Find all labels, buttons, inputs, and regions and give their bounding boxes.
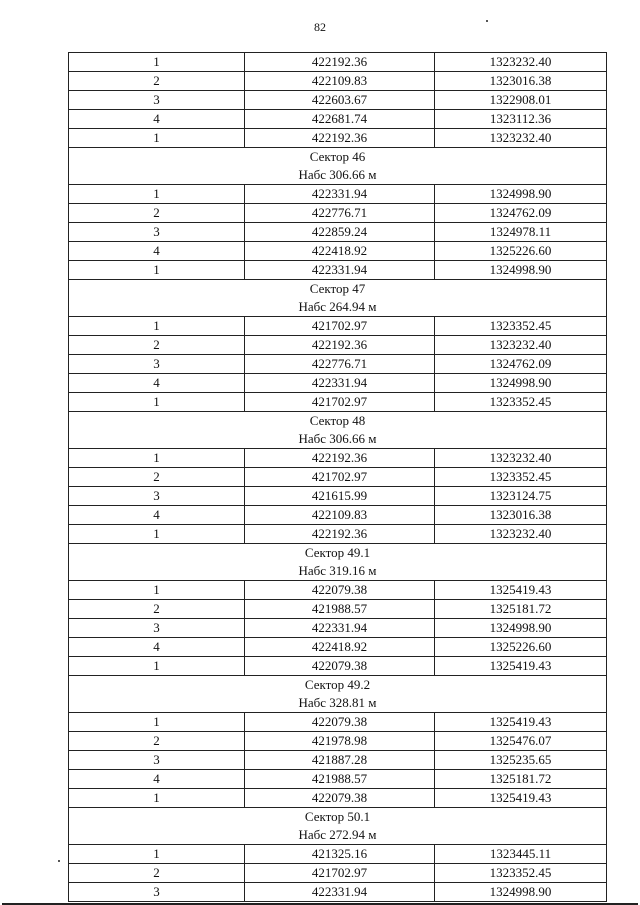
point-number-cell: 1 bbox=[69, 713, 245, 732]
x-coordinate-cell: 422776.71 bbox=[245, 355, 435, 374]
point-number-cell: 1 bbox=[69, 845, 245, 864]
table-row bbox=[69, 638, 607, 657]
y-coordinate-cell: 1323232.40 bbox=[435, 53, 607, 72]
point-number-cell: 1 bbox=[69, 449, 245, 468]
x-coordinate-cell: 422331.94 bbox=[245, 261, 435, 280]
point-number-cell: 1 bbox=[69, 789, 245, 808]
x-coordinate-cell: 422109.83 bbox=[245, 72, 435, 91]
table-row bbox=[69, 393, 607, 412]
table-row bbox=[69, 864, 607, 883]
point-number-cell: 4 bbox=[69, 374, 245, 393]
y-coordinate-cell: 1323232.40 bbox=[435, 129, 607, 148]
point-number-cell: 3 bbox=[69, 91, 245, 110]
point-number-cell: 2 bbox=[69, 864, 245, 883]
point-number-cell: 3 bbox=[69, 355, 245, 374]
x-coordinate-cell: 422079.38 bbox=[245, 657, 435, 676]
sector-name: Сектор 50.1 bbox=[69, 808, 607, 827]
table-row bbox=[69, 751, 607, 770]
table-row bbox=[69, 845, 607, 864]
table-row bbox=[69, 619, 607, 638]
table-row bbox=[69, 204, 607, 223]
x-coordinate-cell: 422192.36 bbox=[245, 129, 435, 148]
point-number-cell: 2 bbox=[69, 72, 245, 91]
y-coordinate-cell: 1323352.45 bbox=[435, 864, 607, 883]
table-row bbox=[69, 53, 607, 72]
table-row bbox=[69, 355, 607, 374]
table-row bbox=[69, 317, 607, 336]
y-coordinate-cell: 1323124.75 bbox=[435, 487, 607, 506]
x-coordinate-cell: 421325.16 bbox=[245, 845, 435, 864]
sector-height-row bbox=[69, 826, 607, 845]
sector-title-row bbox=[69, 676, 607, 695]
y-coordinate-cell: 1323445.11 bbox=[435, 845, 607, 864]
sector-height: Набс 319.16 м bbox=[69, 562, 607, 581]
y-coordinate-cell: 1323016.38 bbox=[435, 506, 607, 525]
y-coordinate-cell: 1325476.07 bbox=[435, 732, 607, 751]
sector-title-row bbox=[69, 412, 607, 431]
table-row bbox=[69, 581, 607, 600]
table-row bbox=[69, 129, 607, 148]
sector-name: Сектор 46 bbox=[69, 148, 607, 167]
table-row bbox=[69, 657, 607, 676]
y-coordinate-cell: 1325419.43 bbox=[435, 713, 607, 732]
point-number-cell: 4 bbox=[69, 242, 245, 261]
sector-height: Набс 264.94 м bbox=[69, 298, 607, 317]
x-coordinate-cell: 421887.28 bbox=[245, 751, 435, 770]
x-coordinate-cell: 422418.92 bbox=[245, 242, 435, 261]
x-coordinate-cell: 422192.36 bbox=[245, 53, 435, 72]
point-number-cell: 1 bbox=[69, 129, 245, 148]
x-coordinate-cell: 422192.36 bbox=[245, 336, 435, 355]
y-coordinate-cell: 1325419.43 bbox=[435, 657, 607, 676]
x-coordinate-cell: 422109.83 bbox=[245, 506, 435, 525]
scan-speck bbox=[58, 860, 60, 862]
x-coordinate-cell: 422331.94 bbox=[245, 374, 435, 393]
y-coordinate-cell: 1324998.90 bbox=[435, 619, 607, 638]
table-row bbox=[69, 770, 607, 789]
point-number-cell: 3 bbox=[69, 883, 245, 902]
x-coordinate-cell: 422776.71 bbox=[245, 204, 435, 223]
table-row bbox=[69, 468, 607, 487]
x-coordinate-cell: 421988.57 bbox=[245, 600, 435, 619]
coordinates-table bbox=[68, 52, 607, 902]
x-coordinate-cell: 421702.97 bbox=[245, 393, 435, 412]
point-number-cell: 1 bbox=[69, 525, 245, 544]
y-coordinate-cell: 1324762.09 bbox=[435, 204, 607, 223]
x-coordinate-cell: 422192.36 bbox=[245, 449, 435, 468]
sector-height-row bbox=[69, 562, 607, 581]
point-number-cell: 4 bbox=[69, 110, 245, 129]
table-row bbox=[69, 91, 607, 110]
point-number-cell: 1 bbox=[69, 657, 245, 676]
table-row bbox=[69, 242, 607, 261]
sector-height-row bbox=[69, 298, 607, 317]
x-coordinate-cell: 421702.97 bbox=[245, 317, 435, 336]
y-coordinate-cell: 1323232.40 bbox=[435, 336, 607, 355]
y-coordinate-cell: 1325226.60 bbox=[435, 638, 607, 657]
point-number-cell: 1 bbox=[69, 261, 245, 280]
point-number-cell: 3 bbox=[69, 223, 245, 242]
x-coordinate-cell: 422331.94 bbox=[245, 619, 435, 638]
table-row bbox=[69, 449, 607, 468]
sector-name: Сектор 49.1 bbox=[69, 544, 607, 563]
sector-height-row bbox=[69, 694, 607, 713]
sector-height: Набс 306.66 м bbox=[69, 166, 607, 185]
y-coordinate-cell: 1323352.45 bbox=[435, 468, 607, 487]
point-number-cell: 4 bbox=[69, 770, 245, 789]
sector-height: Набс 272.94 м bbox=[69, 826, 607, 845]
y-coordinate-cell: 1324998.90 bbox=[435, 185, 607, 204]
table-row bbox=[69, 525, 607, 544]
point-number-cell: 3 bbox=[69, 619, 245, 638]
point-number-cell: 1 bbox=[69, 53, 245, 72]
y-coordinate-cell: 1325181.72 bbox=[435, 600, 607, 619]
point-number-cell: 2 bbox=[69, 600, 245, 619]
table-row bbox=[69, 185, 607, 204]
sector-height-row bbox=[69, 430, 607, 449]
y-coordinate-cell: 1323112.36 bbox=[435, 110, 607, 129]
sector-title-row bbox=[69, 148, 607, 167]
point-number-cell: 4 bbox=[69, 506, 245, 525]
x-coordinate-cell: 422079.38 bbox=[245, 713, 435, 732]
y-coordinate-cell: 1325419.43 bbox=[435, 789, 607, 808]
y-coordinate-cell: 1323352.45 bbox=[435, 393, 607, 412]
sector-name: Сектор 47 bbox=[69, 280, 607, 299]
x-coordinate-cell: 421702.97 bbox=[245, 864, 435, 883]
table-row bbox=[69, 336, 607, 355]
point-number-cell: 1 bbox=[69, 393, 245, 412]
y-coordinate-cell: 1323232.40 bbox=[435, 449, 607, 468]
y-coordinate-cell: 1323232.40 bbox=[435, 525, 607, 544]
y-coordinate-cell: 1324998.90 bbox=[435, 374, 607, 393]
point-number-cell: 3 bbox=[69, 487, 245, 506]
x-coordinate-cell: 421988.57 bbox=[245, 770, 435, 789]
table-row bbox=[69, 713, 607, 732]
sector-name: Сектор 48 bbox=[69, 412, 607, 431]
y-coordinate-cell: 1325235.65 bbox=[435, 751, 607, 770]
table-row bbox=[69, 789, 607, 808]
y-coordinate-cell: 1322908.01 bbox=[435, 91, 607, 110]
sector-height: Набс 328.81 м bbox=[69, 694, 607, 713]
table-row bbox=[69, 110, 607, 129]
x-coordinate-cell: 422331.94 bbox=[245, 185, 435, 204]
point-number-cell: 1 bbox=[69, 581, 245, 600]
point-number-cell: 1 bbox=[69, 317, 245, 336]
scan-speck bbox=[486, 20, 488, 22]
x-coordinate-cell: 422079.38 bbox=[245, 581, 435, 600]
x-coordinate-cell: 421978.98 bbox=[245, 732, 435, 751]
table-row bbox=[69, 374, 607, 393]
y-coordinate-cell: 1323352.45 bbox=[435, 317, 607, 336]
page-number: 82 bbox=[314, 20, 326, 34]
sector-title-row bbox=[69, 544, 607, 563]
x-coordinate-cell: 421702.97 bbox=[245, 468, 435, 487]
point-number-cell: 3 bbox=[69, 751, 245, 770]
sector-title-row bbox=[69, 808, 607, 827]
table-row bbox=[69, 600, 607, 619]
table-row bbox=[69, 506, 607, 525]
table-row bbox=[69, 883, 607, 902]
sector-title-row bbox=[69, 280, 607, 299]
point-number-cell: 4 bbox=[69, 638, 245, 657]
x-coordinate-cell: 421615.99 bbox=[245, 487, 435, 506]
x-coordinate-cell: 422603.67 bbox=[245, 91, 435, 110]
table-row bbox=[69, 732, 607, 751]
table-row bbox=[69, 487, 607, 506]
x-coordinate-cell: 422192.36 bbox=[245, 525, 435, 544]
y-coordinate-cell: 1325419.43 bbox=[435, 581, 607, 600]
point-number-cell: 2 bbox=[69, 336, 245, 355]
y-coordinate-cell: 1324998.90 bbox=[435, 261, 607, 280]
x-coordinate-cell: 422859.24 bbox=[245, 223, 435, 242]
sector-height-row bbox=[69, 166, 607, 185]
y-coordinate-cell: 1325226.60 bbox=[435, 242, 607, 261]
x-coordinate-cell: 422418.92 bbox=[245, 638, 435, 657]
y-coordinate-cell: 1323016.38 bbox=[435, 72, 607, 91]
table-row bbox=[69, 223, 607, 242]
y-coordinate-cell: 1325181.72 bbox=[435, 770, 607, 789]
sector-height: Набс 306.66 м bbox=[69, 430, 607, 449]
point-number-cell: 2 bbox=[69, 204, 245, 223]
y-coordinate-cell: 1324978.11 bbox=[435, 223, 607, 242]
point-number-cell: 2 bbox=[69, 732, 245, 751]
table-row bbox=[69, 72, 607, 91]
table-row bbox=[69, 261, 607, 280]
y-coordinate-cell: 1324998.90 bbox=[435, 883, 607, 902]
x-coordinate-cell: 422079.38 bbox=[245, 789, 435, 808]
x-coordinate-cell: 422681.74 bbox=[245, 110, 435, 129]
sector-name: Сектор 49.2 bbox=[69, 676, 607, 695]
point-number-cell: 1 bbox=[69, 185, 245, 204]
y-coordinate-cell: 1324762.09 bbox=[435, 355, 607, 374]
x-coordinate-cell: 422331.94 bbox=[245, 883, 435, 902]
point-number-cell: 2 bbox=[69, 468, 245, 487]
